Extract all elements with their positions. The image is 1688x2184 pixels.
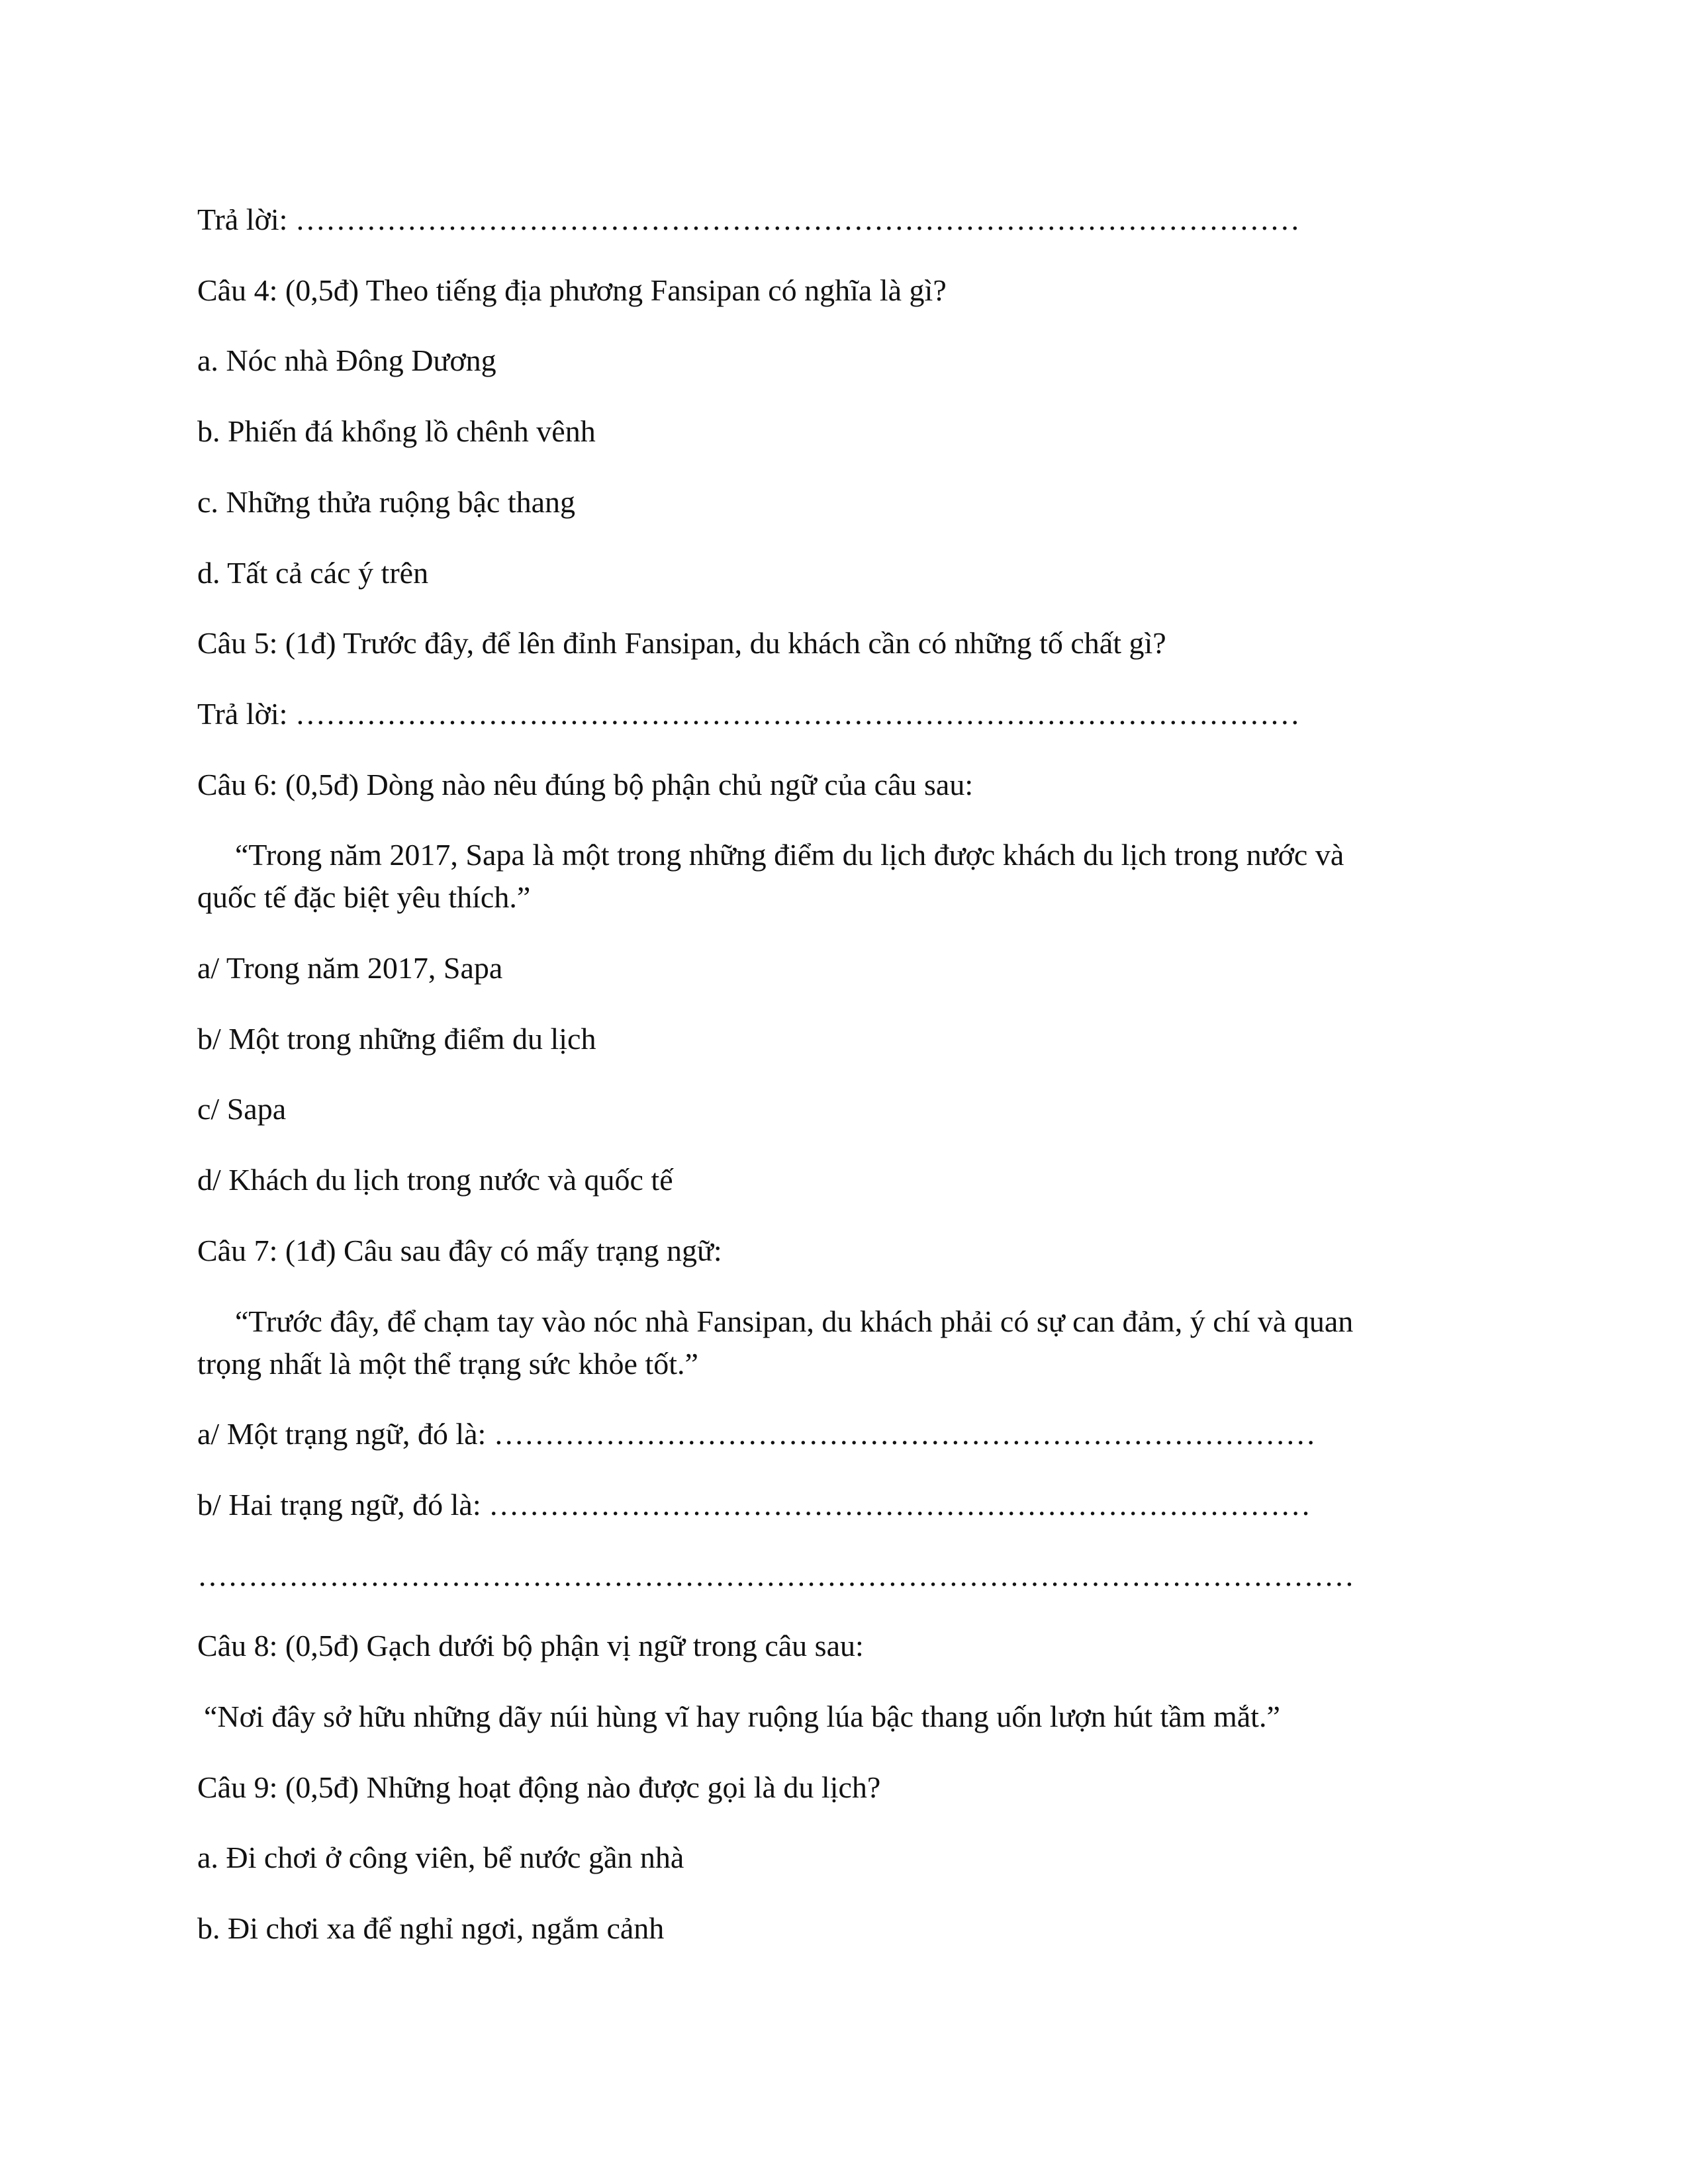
q6-option-c: c/ Sapa	[197, 1092, 287, 1126]
q4-option-b: b. Phiến đá khổng lồ chênh vênh	[197, 414, 596, 448]
answer-line: Trả lời: ………………………………………………………………………………………	[197, 697, 1300, 731]
q6-quote-line-2: quốc tế đặc biệt yêu thích.”	[197, 880, 531, 914]
q6-option-a: a/ Trong năm 2017, Sapa	[197, 951, 503, 985]
q4-option-d: d. Tất cả các ý trên	[197, 556, 429, 590]
q9-option-b: b. Đi chơi xa để nghỉ ngơi, ngắm cảnh	[197, 1911, 665, 1945]
q7-option-a: a/ Một trạng ngữ, đó là: ………………………………………………………………………	[197, 1417, 1316, 1451]
q7-dots-line: ……………………………………………………………………………………………………	[197, 1559, 1354, 1592]
question-8: Câu 8: (0,5đ) Gạch dưới bộ phận vị ngữ trong câu sau:	[197, 1629, 864, 1662]
q7-option-b: b/ Hai trạng ngữ, đó là: ………………………………………………………………………	[197, 1488, 1311, 1522]
q6-option-d: d/ Khách du lịch trong nước và quốc tế	[197, 1163, 673, 1197]
q7-quote-line-2: trọng nhất là một thể trạng sức khỏe tốt.”	[197, 1347, 698, 1381]
question-9: Câu 9: (0,5đ) Những hoạt động nào được gọi là du lịch?	[197, 1770, 881, 1804]
q6-option-b: b/ Một trong những điểm du lịch	[197, 1022, 596, 1056]
question-5: Câu 5: (1đ) Trước đây, để lên đỉnh Fansipan, du khách cần có những tố chất gì?	[197, 626, 1166, 660]
question-4: Câu 4: (0,5đ) Theo tiếng địa phương Fansipan có nghĩa là gì?	[197, 273, 947, 307]
q9-option-a: a. Đi chơi ở công viên, bể nước gần nhà	[197, 1841, 684, 1874]
q6-quote-line-1: “Trong năm 2017, Sapa là một trong những điểm du lịch được khách du lịch trong nước và	[235, 838, 1344, 872]
question-6: Câu 6: (0,5đ) Dòng nào nêu đúng bộ phận chủ ngữ của câu sau:	[197, 768, 974, 801]
q7-quote-line-1: “Trước đây, để chạm tay vào nóc nhà Fansipan, du khách phải có sự can đảm, ý chí và quan	[235, 1304, 1354, 1338]
q8-quote: “Nơi đây sở hữu những dãy núi hùng vĩ hay ruộng lúa bậc thang uốn lượn hút tầm mắt.”	[204, 1700, 1280, 1733]
question-7: Câu 7: (1đ) Câu sau đây có mấy trạng ngữ:	[197, 1234, 722, 1267]
q4-option-c: c. Những thửa ruộng bậc thang	[197, 485, 576, 519]
answer-line: Trả lời: ………………………………………………………………………………………	[197, 203, 1300, 236]
q4-option-a: a. Nóc nhà Đông Dương	[197, 343, 496, 377]
